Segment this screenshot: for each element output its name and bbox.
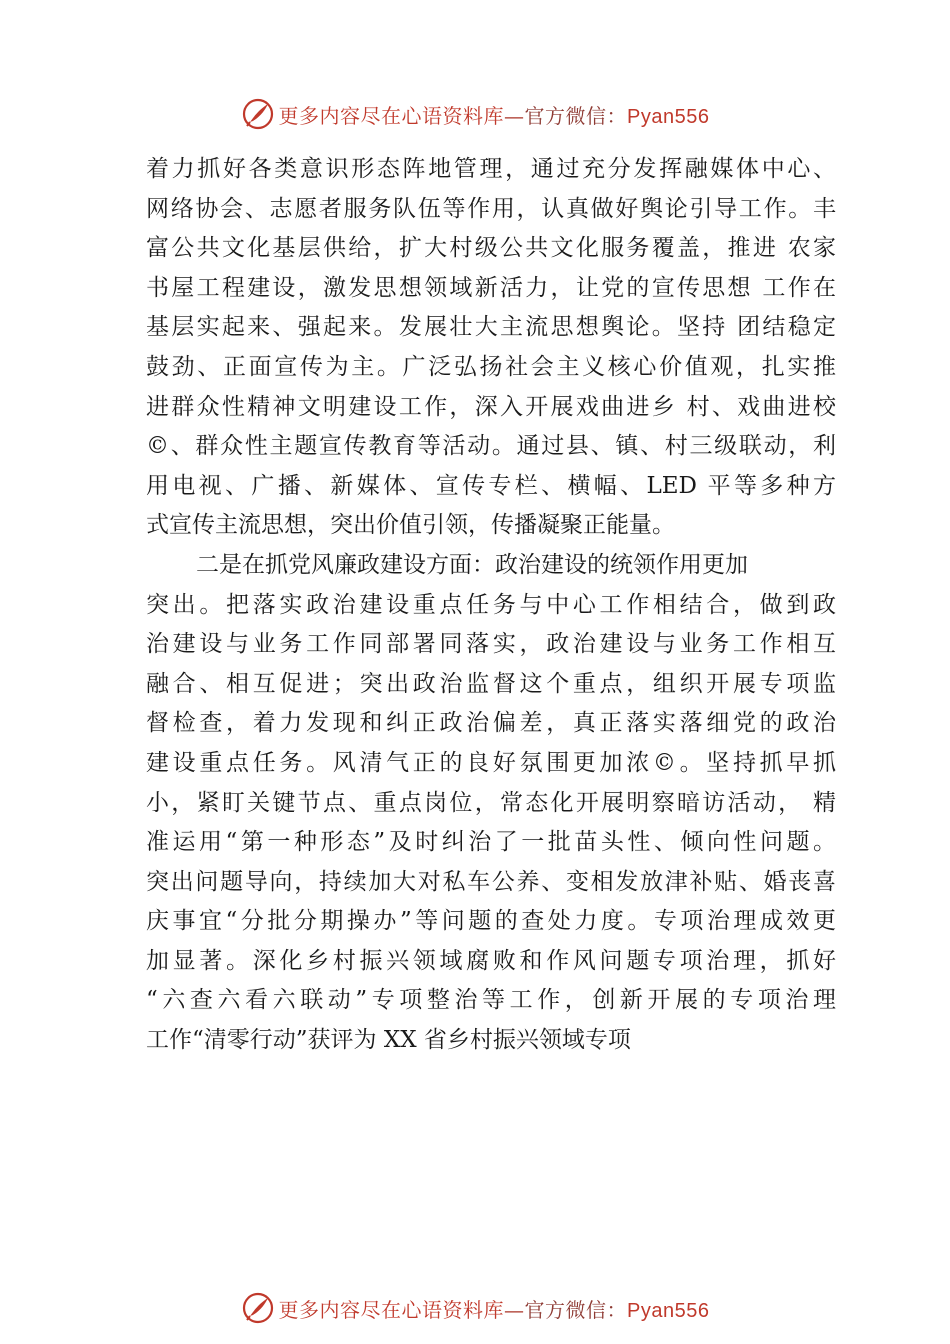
body-line: “六查六看六联动”专项整治等工作，创新开展的专项治理 xyxy=(146,987,836,1014)
body-line: 突出。把落实政治建设重点任务与中心工作相结合，做到政 xyxy=(146,591,836,618)
body-line: ©、群众性主题宣传教育等活动。通过县、镇、村三级联动，利 xyxy=(146,433,836,460)
body-line: 基层实起来、强起来。发展壮大主流思想舆论。坚持 团结稳定 xyxy=(146,314,836,341)
quill-pen-logo-icon xyxy=(241,1291,275,1325)
body-line: 融合、相互促进；突出政治监督这个重点，组织开展专项监 xyxy=(146,670,836,697)
banner-text xyxy=(279,1294,710,1323)
body-line: 工作“清零行动”获评为 XX 省乡村振兴领域专项 xyxy=(146,1027,631,1054)
body-line: 治建设与业务工作同部署同落实，政治建设与业务工作相互 xyxy=(146,631,836,658)
body-line: 建设重点任务。风清气正的良好氛围更加浓©。坚持抓早抓 xyxy=(146,749,836,776)
banner-wechat-id: Pyan556 xyxy=(627,1299,710,1322)
banner-site-name: 更多内容尽在心语资料库 xyxy=(278,1297,505,1322)
body-line: 网络协会、志愿者服务队伍等作用，认真做好舆论引导工作。丰 xyxy=(146,195,836,222)
footer-banner xyxy=(0,1286,950,1330)
banner-site-name: 更多内容尽在心语资料库 xyxy=(278,103,505,128)
banner-wechat-label: 官方微信： xyxy=(524,103,628,128)
body-line: 准运用“第一种形态”及时纠治了一批苗头性、倾向性问题。 xyxy=(146,829,836,856)
body-line: 庆事宜“分批分期操办”等问题的查处力度。专项治理成效更 xyxy=(146,908,836,935)
header-banner xyxy=(0,92,950,136)
body-line: 鼓劲、正面宣传为主。广泛弘扬社会主义核心价值观，扎实推 xyxy=(146,353,836,380)
body-line: 督检查，着力发现和纠正政治偏差，真正落实落细党的政治 xyxy=(146,710,836,737)
body-line: 着力抓好各类意识形态阵地管理，通过充分发挥融媒体中心、 xyxy=(146,156,836,182)
banner-separator: — xyxy=(504,103,525,128)
body-line: 用电视、广播、新媒体、宣传专栏、横幅、LED 平等多种方 xyxy=(146,472,836,499)
section-heading-line: 二是在抓党风廉政建设方面：政治建设的统领作用更加 xyxy=(196,551,748,578)
body-line: 富公共文化基层供给，扩大村级公共文化服务覆盖，推进 农家 xyxy=(146,235,836,262)
banner-wechat-id: Pyan556 xyxy=(627,105,710,128)
banner-text xyxy=(279,100,710,129)
body-line: 加显著。深化乡村振兴领域腐败和作风问题专项治理，抓好 xyxy=(146,947,836,974)
body-line: 小，紧盯关键节点、重点岗位，常态化开展明察暗访活动， 精 xyxy=(146,789,836,816)
document-body xyxy=(146,150,836,1061)
body-line: 进群众性精神文明建设工作，深入开展戏曲进乡 村、戏曲进校 xyxy=(146,393,836,420)
body-line: 书屋工程建设，激发思想领域新活力，让党的宣传思想 工作在 xyxy=(146,274,836,301)
quill-pen-logo-icon xyxy=(241,97,275,131)
banner-wechat-label: 官方微信： xyxy=(524,1297,628,1322)
body-line: 式宣传主流思想，突出价值引领，传播凝聚正能量。 xyxy=(146,512,675,539)
body-line: 突出问题导向，持续加大对私车公养、变相发放津补贴、婚丧喜 xyxy=(146,868,836,895)
banner-separator: — xyxy=(504,1297,525,1322)
